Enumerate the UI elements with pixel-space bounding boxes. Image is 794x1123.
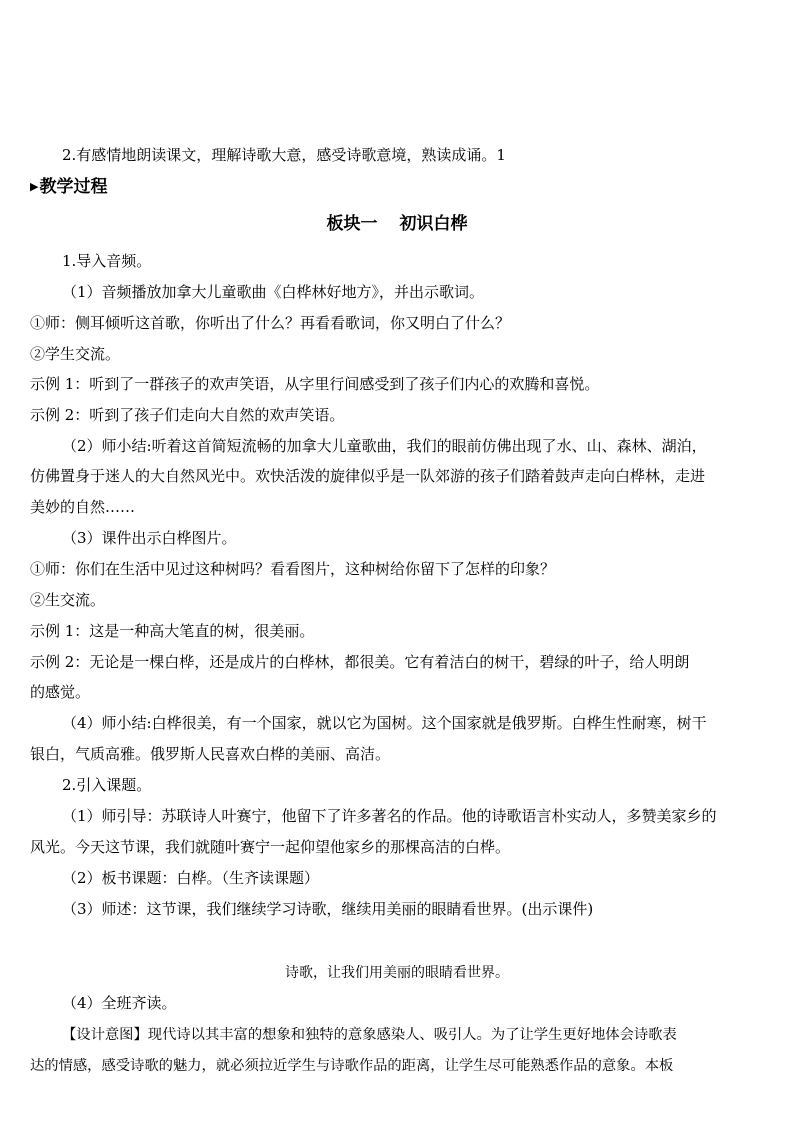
section-heading [30,176,107,198]
paragraph-line: （1）音频播放加拿大儿童歌曲《白桦林好地方》，并出示歌词。 [62,283,485,301]
paragraph-line: （1）师引导：苏联诗人叶赛宁，他留下了许多著名的作品。他的诗歌语言朴实动人，多赞美家乡的 [62,807,717,825]
example-line: 示例 1：听到了一群孩子的欢声笑语，从字里行间感受到了孩子们内心的欢腾和喜悦。 [30,375,600,393]
design-intent-line: 达的情感，感受诗歌的魅力，就必须拉近学生与诗歌作品的距离，让学生尽可能熟悉作品的意象。本板 [30,1058,674,1074]
paragraph-line: ②生交流。 [30,591,106,609]
paragraph-line: 仿佛置身于迷人的大自然风光中。欢快活泼的旋律似乎是一队郊游的孩子们踏着鼓声走向白桦林，走进 [30,467,706,485]
poem-quote: 诗歌，让我们用美丽的眼睛看世界。 [285,965,509,981]
paragraph-line: ①师：侧耳倾听这首歌，你听出了什么？再看看歌词，你又明白了什么？ [30,314,511,332]
example-line: 的感觉。 [30,683,91,701]
paragraph-line: 美妙的自然…… [30,498,136,516]
design-intent-line: 【设计意图】现代诗以其丰富的想象和独特的意象感染人、吸引人。为了让学生更好地体会诗歌表 [62,1027,677,1043]
paragraph-line: （2）师小结:听着这首简短流畅的加拿大儿童歌曲，我们的眼前仿佛出现了水、山、森林、湖泊， [62,437,707,455]
paragraph-line: 风光。今天这节课，我们就随叶赛宁一起仰望他家乡的那棵高洁的白桦。 [30,838,511,856]
paragraph-line: （3）师述：这节课，我们继续学习诗歌，继续用美丽的眼睛看世界。(出示课件) [62,900,594,918]
triangle-bullet-icon: ▶ [30,180,39,193]
block-title-name: 初识白桦 [399,214,468,234]
example-line: 示例 2：无论是一棵白桦，还是成片的白桦林，都很美。它有着洁白的树干，碧绿的叶子，给人明朗 [30,653,690,671]
step-heading: 2.引入课题。 [62,776,152,794]
block-title-label: 板块一 [326,214,378,234]
example-line: 示例 1：这是一种高大笔直的树，很美丽。 [30,622,315,640]
paragraph-line: （3）课件出示白桦图片。 [62,529,237,547]
paragraph-line: （2）板书课题：白桦。（生齐读课题） [62,869,320,887]
paragraph-line: ①师：你们在生活中见过这种树吗？看看图片，这种树给你留下了怎样的印象？ [30,560,556,578]
paragraph-line: ②学生交流。 [30,345,121,363]
block-title [0,213,794,235]
example-line: 示例 2：听到了孩子们走向大自然的欢声笑语。 [30,406,345,424]
heading-text: 教学过程 [39,177,108,197]
step-heading: 1.导入音频。 [62,252,152,270]
paragraph-line: 银白，气质高雅。俄罗斯人民喜欢白桦的美丽、高洁。 [30,745,391,763]
paragraph-line: （4）师小结:白桦很美，有一个国家，就以它为国树。这个国家就是俄罗斯。白桦生性耐寒，树干 [62,714,707,732]
objective-line: 2.有感情地朗读课文，理解诗歌大意，感受诗歌意境，熟读成诵。1 [62,146,506,164]
paragraph-line: （4）全班齐读。 [62,994,177,1012]
